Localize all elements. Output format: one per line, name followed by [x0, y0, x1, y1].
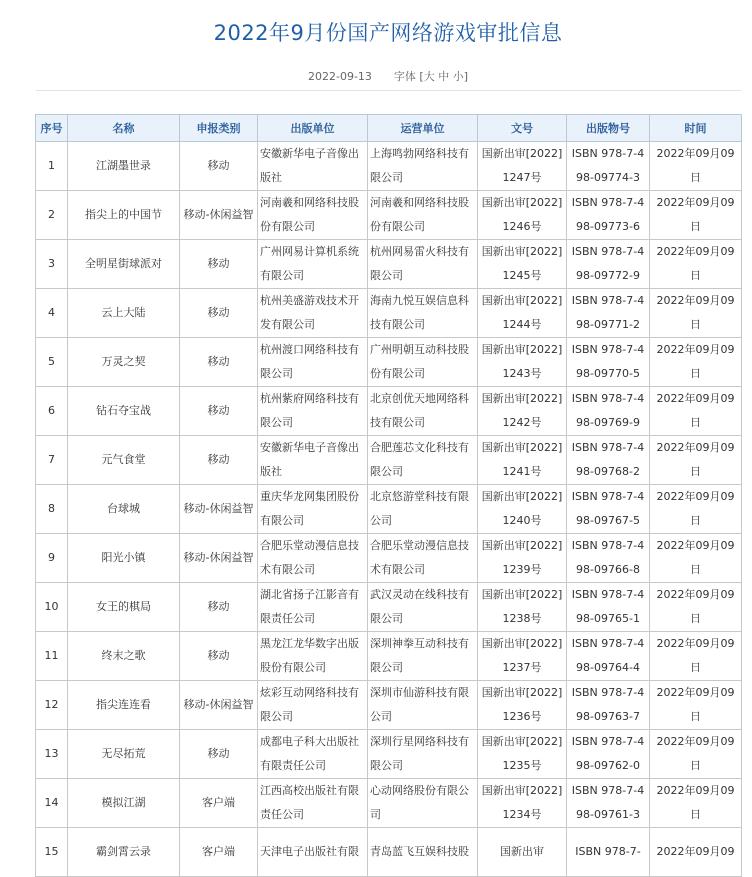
cell-name: 无尽拓荒	[68, 730, 180, 779]
cell-operator: 广州明朝互动科技股份有限公司	[368, 338, 478, 387]
cell-approval-no: 国新出审[2022]1241号	[478, 436, 567, 485]
cell-isbn: ISBN 978-7-498-09768-2	[567, 436, 650, 485]
cell-operator: 青岛蓝飞互娱科技股	[368, 828, 478, 877]
cell-approval-no: 国新出审[2022]1242号	[478, 387, 567, 436]
cell-category: 移动	[180, 583, 258, 632]
cell-date: 2022年09月09日	[650, 632, 742, 681]
cell-operator: 武汉灵动在线科技有限公司	[368, 583, 478, 632]
cell-date: 2022年09月09日	[650, 485, 742, 534]
cell-index: 9	[36, 534, 68, 583]
cell-index: 15	[36, 828, 68, 877]
col-header-category: 申报类别	[180, 115, 258, 142]
cell-publisher: 杭州美盛游戏技术开发有限公司	[258, 289, 368, 338]
cell-date: 2022年09月09日	[650, 779, 742, 828]
cell-category: 客户端	[180, 828, 258, 877]
cell-isbn: ISBN 978-7-498-09762-0	[567, 730, 650, 779]
cell-publisher: 杭州紫府网络科技有限公司	[258, 387, 368, 436]
cell-category: 移动	[180, 338, 258, 387]
cell-name: 模拟江湖	[68, 779, 180, 828]
cell-index: 3	[36, 240, 68, 289]
table-row	[36, 142, 742, 191]
cell-name: 指尖上的中国节	[68, 191, 180, 240]
table-row	[36, 240, 742, 289]
cell-approval-no: 国新出审[2022]1243号	[478, 338, 567, 387]
table-row	[36, 387, 742, 436]
cell-isbn: ISBN 978-7-498-09769-9	[567, 387, 650, 436]
cell-index: 4	[36, 289, 68, 338]
bracket-open: [	[419, 70, 424, 83]
table-row	[36, 779, 742, 828]
table-row	[36, 583, 742, 632]
cell-isbn: ISBN 978-7-498-09764-4	[567, 632, 650, 681]
col-header-operator: 运营单位	[368, 115, 478, 142]
col-header-isbn: 出版物号	[567, 115, 650, 142]
cell-isbn: ISBN 978-7-	[567, 828, 650, 877]
table-header-row	[36, 115, 742, 142]
cell-isbn: ISBN 978-7-498-09766-8	[567, 534, 650, 583]
cell-isbn: ISBN 978-7-498-09771-2	[567, 289, 650, 338]
cell-name: 万灵之契	[68, 338, 180, 387]
cell-category: 移动	[180, 632, 258, 681]
article-meta	[0, 68, 752, 84]
cell-publisher: 天津电子出版社有限	[258, 828, 368, 877]
cell-isbn: ISBN 978-7-498-09765-1	[567, 583, 650, 632]
cell-approval-no: 国新出审[2022]1245号	[478, 240, 567, 289]
cell-date: 2022年09月09日	[650, 681, 742, 730]
cell-name: 女王的棋局	[68, 583, 180, 632]
cell-isbn: ISBN 978-7-498-09772-9	[567, 240, 650, 289]
table-row	[36, 485, 742, 534]
cell-operator: 北京悠游堂科技有限公司	[368, 485, 478, 534]
cell-date: 2022年09月09	[650, 828, 742, 877]
cell-approval-no: 国新出审[2022]1238号	[478, 583, 567, 632]
cell-approval-no: 国新出审[2022]1239号	[478, 534, 567, 583]
table-row	[36, 681, 742, 730]
cell-publisher: 湖北省扬子江影音有限责任公司	[258, 583, 368, 632]
cell-publisher: 黑龙江龙华数字出版股份有限公司	[258, 632, 368, 681]
cell-publisher: 成都电子科大出版社有限责任公司	[258, 730, 368, 779]
cell-date: 2022年09月09日	[650, 338, 742, 387]
cell-operator: 深圳神拳互动科技有限公司	[368, 632, 478, 681]
header-divider	[36, 90, 741, 91]
col-header-name: 名称	[68, 115, 180, 142]
cell-publisher: 杭州渡口网络科技有限公司	[258, 338, 368, 387]
cell-operator: 上海鸣勃网络科技有限公司	[368, 142, 478, 191]
bracket-close: ]	[463, 70, 469, 83]
cell-index: 1	[36, 142, 68, 191]
col-header-approval-no: 文号	[478, 115, 567, 142]
cell-publisher: 安徽新华电子音像出版社	[258, 436, 368, 485]
cell-operator: 河南羲和网络科技股份有限公司	[368, 191, 478, 240]
cell-publisher: 重庆华龙网集团股份有限公司	[258, 485, 368, 534]
cell-index: 6	[36, 387, 68, 436]
cell-date: 2022年09月09日	[650, 730, 742, 779]
cell-category: 移动	[180, 289, 258, 338]
cell-date: 2022年09月09日	[650, 387, 742, 436]
cell-operator: 北京创优天地网络科技有限公司	[368, 387, 478, 436]
cell-date: 2022年09月09日	[650, 191, 742, 240]
cell-category: 移动	[180, 240, 258, 289]
font-size-small-button[interactable]: 小	[452, 70, 464, 83]
table-row	[36, 730, 742, 779]
cell-approval-no: 国新出审[2022]1246号	[478, 191, 567, 240]
cell-name: 指尖连连看	[68, 681, 180, 730]
cell-index: 12	[36, 681, 68, 730]
font-size-medium-button[interactable]: 中	[438, 70, 450, 83]
cell-approval-no: 国新出审[2022]1237号	[478, 632, 567, 681]
col-header-publisher: 出版单位	[258, 115, 368, 142]
cell-index: 5	[36, 338, 68, 387]
cell-approval-no: 国新出审[2022]1247号	[478, 142, 567, 191]
cell-operator: 心动网络股份有限公司	[368, 779, 478, 828]
approval-table	[35, 114, 742, 877]
cell-date: 2022年09月09日	[650, 142, 742, 191]
cell-name: 元气食堂	[68, 436, 180, 485]
table-row	[36, 632, 742, 681]
cell-date: 2022年09月09日	[650, 436, 742, 485]
table-row	[36, 289, 742, 338]
table-row	[36, 436, 742, 485]
cell-operator: 杭州网易雷火科技有限公司	[368, 240, 478, 289]
cell-name: 云上大陆	[68, 289, 180, 338]
cell-isbn: ISBN 978-7-498-09761-3	[567, 779, 650, 828]
cell-operator: 深圳市仙游科技有限公司	[368, 681, 478, 730]
cell-date: 2022年09月09日	[650, 240, 742, 289]
cell-name: 台球城	[68, 485, 180, 534]
cell-publisher: 广州网易计算机系统有限公司	[258, 240, 368, 289]
cell-isbn: ISBN 978-7-498-09763-7	[567, 681, 650, 730]
cell-approval-no: 国新出审[2022]1234号	[478, 779, 567, 828]
cell-name: 霸剑霄云录	[68, 828, 180, 877]
cell-publisher: 河南羲和网络科技股份有限公司	[258, 191, 368, 240]
col-header-index: 序号	[36, 115, 68, 142]
cell-category: 移动-休闲益智	[180, 681, 258, 730]
cell-category: 移动	[180, 730, 258, 779]
cell-index: 7	[36, 436, 68, 485]
cell-name: 全明星街球派对	[68, 240, 180, 289]
page-title: 2022年9月份国产网络游戏审批信息	[213, 21, 563, 45]
font-size-large-button[interactable]: 大	[423, 70, 435, 83]
cell-approval-no: 国新出审[2022]1235号	[478, 730, 567, 779]
col-header-date: 时间	[650, 115, 742, 142]
cell-name: 终末之歌	[68, 632, 180, 681]
cell-publisher: 炫彩互动网络科技有限公司	[258, 681, 368, 730]
cell-publisher: 安徽新华电子音像出版社	[258, 142, 368, 191]
cell-index: 11	[36, 632, 68, 681]
cell-publisher: 江西高校出版社有限责任公司	[258, 779, 368, 828]
table-row	[36, 534, 742, 583]
cell-isbn: ISBN 978-7-498-09767-5	[567, 485, 650, 534]
cell-category: 移动	[180, 142, 258, 191]
cell-index: 13	[36, 730, 68, 779]
cell-date: 2022年09月09日	[650, 289, 742, 338]
cell-index: 2	[36, 191, 68, 240]
cell-category: 移动-休闲益智	[180, 191, 258, 240]
cell-operator: 海南九悦互娱信息科技有限公司	[368, 289, 478, 338]
cell-approval-no: 国新出审[2022]1236号	[478, 681, 567, 730]
cell-operator: 合肥乐堂动漫信息技术有限公司	[368, 534, 478, 583]
publish-date: 2022-09-13	[307, 70, 372, 83]
cell-index: 14	[36, 779, 68, 828]
cell-name: 钻石夺宝战	[68, 387, 180, 436]
cell-operator: 合肥莲芯文化科技有限公司	[368, 436, 478, 485]
cell-name: 江湖墨世录	[68, 142, 180, 191]
cell-publisher: 合肥乐堂动漫信息技术有限公司	[258, 534, 368, 583]
cell-category: 移动	[180, 387, 258, 436]
table-row	[36, 338, 742, 387]
cell-isbn: ISBN 978-7-498-09773-6	[567, 191, 650, 240]
table-row	[36, 191, 742, 240]
cell-index: 10	[36, 583, 68, 632]
cell-approval-no: 国新出审[2022]1240号	[478, 485, 567, 534]
cell-operator: 深圳行星网络科技有限公司	[368, 730, 478, 779]
cell-approval-no: 国新出审	[478, 828, 567, 877]
cell-name: 阳光小镇	[68, 534, 180, 583]
cell-isbn: ISBN 978-7-498-09770-5	[567, 338, 650, 387]
cell-category: 客户端	[180, 779, 258, 828]
cell-category: 移动-休闲益智	[180, 485, 258, 534]
font-size-label: 字体	[393, 70, 416, 83]
cell-category: 移动	[180, 436, 258, 485]
cell-isbn: ISBN 978-7-498-09774-3	[567, 142, 650, 191]
cell-date: 2022年09月09日	[650, 583, 742, 632]
table-row	[36, 828, 742, 877]
cell-approval-no: 国新出审[2022]1244号	[478, 289, 567, 338]
cell-date: 2022年09月09日	[650, 534, 742, 583]
cell-index: 8	[36, 485, 68, 534]
cell-category: 移动-休闲益智	[180, 534, 258, 583]
